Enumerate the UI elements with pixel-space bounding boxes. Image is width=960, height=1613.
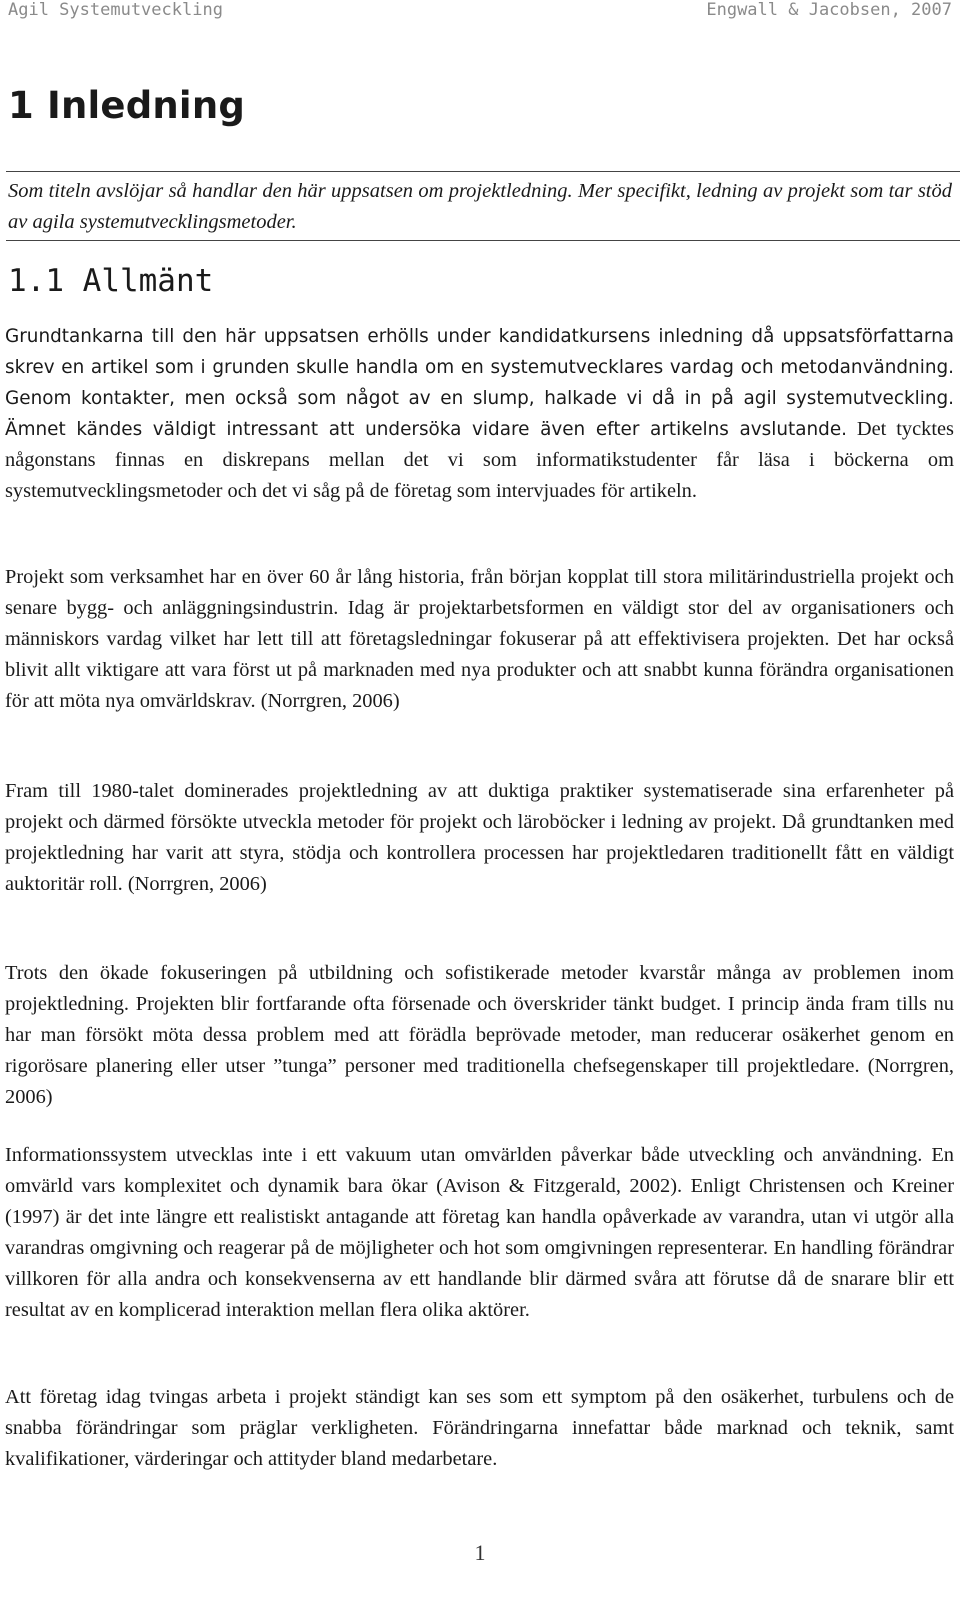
chapter-abstract: Som titeln avslöjar så handlar den här uppsatsen om projektledning. Mer specifikt, ledning av projekt som tar stöd av agila systemutvecklingsmetoder. (8, 180, 952, 233)
header-authors-year: Engwall & Jacobsen, 2007 (706, 0, 952, 20)
paragraph-1 (5, 321, 954, 507)
paragraph-2: Projekt som verksamhet har en över 60 år lång historia, från början kopplat till stora militärindustriella projekt och senare bygg- och anläggningsindustrin. Idag är projektarbetsformen en väldigt stor del av organisationers och människors vardag vilket har lett till att företagsledningar fokuserar på att effektivisera projekten. Det har också blivit allt viktigare att vara först ut på marknaden med nya produkter och att snabbt kunna förändra organisationen för att möta nya omvärldskrav. (Norrgren, 2006) (5, 566, 954, 712)
abstract-bottom-rule (6, 240, 960, 241)
paragraph-1-serif-part: Det tycktes någonstans finnas en diskrepans mellan det vi som informatikstudenter får läsa i böckerna om systemutvecklingsmetoder och det vi såg på de företag som intervjuades för artikeln. (5, 418, 954, 502)
chapter-heading: 1 Inledning (8, 84, 246, 127)
paragraph-3: Fram till 1980-talet dominerades projektledning av att duktiga praktiker systematiserade sina erfarenheter på projekt och därmed försökte utveckla metoder för projekt och läroböcker i ledning av projekt. Då grundtanken med projektledning har varit att styra, stödja och kontrollera processen har projektledaren traditionellt fått en väldigt auktoritär roll. (Norrgren, 2006) (5, 780, 954, 895)
paragraph-6: Att företag idag tvingas arbeta i projekt ständigt kan ses som ett symptom på den osäkerhet, turbulens och de snabba förändringar som präglar verkligheten. Förändringarna innefattar både marknad och teknik, samt kvalifikationer, värderingar och attityder bland medarbetare. (5, 1386, 954, 1470)
header-thesis-title: Agil Systemutveckling (8, 0, 223, 20)
paragraph-1-sans-part: Grundtankarna till den här uppsatsen erhölls under kandidatkursens inledning då uppsatsförfattarna skrev en artikel som i grunden skulle handla om en systemutvecklares vardag och metodanvändning. Genom kontakter, men också som något av en slump, halkade vi då in på agil systemutveckling. Ämnet kändes väldigt intressant att undersöka vidare även efter artikelns avslutande. (5, 326, 954, 440)
paragraph-5: Informationssystem utvecklas inte i ett vakuum utan omvärlden påverkar både utveckling och användning. En omvärld vars komplexitet och dynamik bara ökar (Avison & Fitzgerald, 2002). Enligt Christensen och Kreiner (1997) är det inte längre ett realistiskt antagande att företag kan handla opåverkade av varandra, utan vi utgör alla varandras omgivning och reagerar på de möjligheter och hot som omgivningen representerar. En handling förändrar villkoren för alla andra och konsekvenserna av ett handlande blir därmed svåra att förutse då de snarare blir ett resultat av en komplicerad interaktion mellan flera olika aktörer. (5, 1144, 954, 1321)
abstract-top-rule (6, 171, 960, 172)
paragraph-4: Trots den ökade fokuseringen på utbildning och sofistikerade metoder kvarstår många av problemen inom projektledning. Projekten blir fortfarande ofta försenade och överskrider tänkt budget. I princip ända fram tills nu har man försökt möta dessa problem med att förädla beprövade metoder, man reducerar osäkerhet genom en rigorösare planering eller utser ”tunga” personer med traditionella chefsegenskaper till projektledare. (Norrgren, 2006) (5, 962, 954, 1108)
page-number: 1 (474, 1540, 486, 1565)
running-header (8, 0, 952, 28)
section-heading: 1.1 Allmänt (8, 263, 214, 299)
